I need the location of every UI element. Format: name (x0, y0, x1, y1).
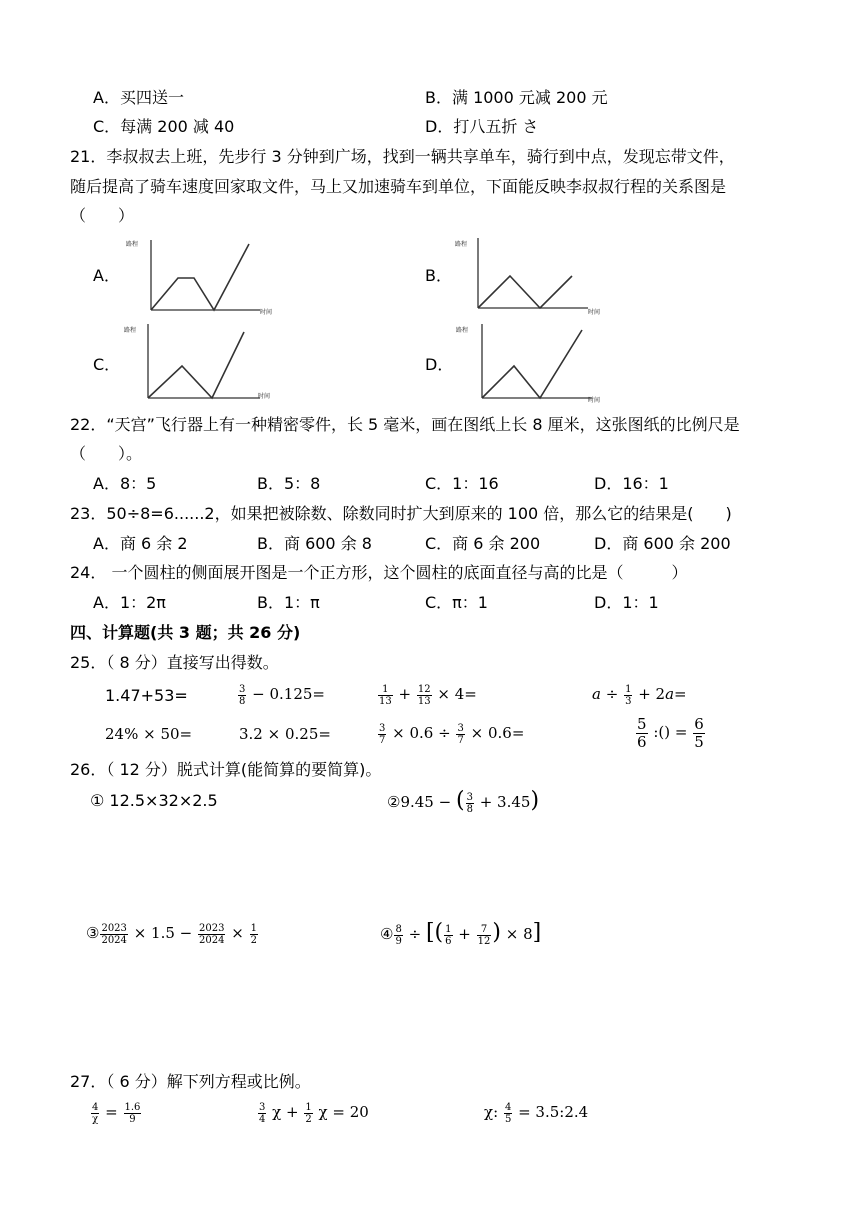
section-title: 四、计算题(共 3 题；共 26 分) (70, 623, 301, 642)
q22-option-b: B．5：8 (257, 474, 321, 493)
q22-option-a: A．8：5 (93, 474, 157, 493)
graph-d-x-label: 时间 (588, 397, 601, 404)
q21-graph-a (118, 234, 278, 320)
q21-option-d-label: D． (425, 355, 454, 374)
q21-stem-line3: （ ） (70, 206, 135, 225)
q25-expr-2: $\frac{3}{8}$ − 0.125= (239, 683, 326, 707)
q21-graph-b (452, 232, 608, 318)
q20-option-c: C．每满 200 减 40 (93, 117, 235, 136)
q21-option-a-label: A． (93, 266, 120, 285)
graph-c-y-label: 路程 (124, 327, 137, 334)
q23-option-d: D．商 600 余 200 (594, 534, 731, 553)
q22-stem-line2: （ ）。 (70, 444, 143, 463)
q25-expr-7: $\frac{3}{7}$ × 0.6 ÷ $\frac{3}{7}$ × 0.6= (379, 722, 525, 746)
q23-option-c: C．商 6 余 200 (425, 534, 541, 553)
q25-expr-6: 3.2 × 0.25= (239, 725, 331, 743)
q22-option-d: D．16：1 (594, 474, 669, 493)
q23-option-a: A．商 6 余 2 (93, 534, 188, 553)
q27-stem: 27．（ 6 分）解下列方程或比例。 (70, 1072, 311, 1091)
q21-graph-c (120, 320, 280, 406)
q21-stem-line2: 随后提高了骑车速度回家取文件，马上又加速骑车到单位，下面能反映李叔叔行程的关系图是 (70, 177, 727, 196)
q24-option-c: C．π：1 (425, 593, 488, 612)
q20-option-b: B．满 1000 元减 200 元 (425, 88, 608, 107)
q23-option-b: B．商 600 余 8 (257, 534, 372, 553)
q25-stem: 25．（ 8 分）直接写出得数。 (70, 653, 279, 672)
q21-graph-d (452, 320, 610, 406)
q22-option-c: C．1：16 (425, 474, 499, 493)
q20-option-a: A．买四送一 (93, 88, 184, 107)
q22-stem-line1: 22．“天宫”飞行器上有一种精密零件，长 5 毫米，画在图纸上长 8 厘米，这张图纸的比例尺是 (70, 415, 740, 434)
q21-option-c-label: C． (93, 355, 121, 374)
q25-expr-1: 1.47+53= (105, 686, 188, 705)
q25-expr-4: 𝑎 ÷ $\frac{1}{3}$ + 2𝑎= (592, 683, 687, 707)
q25-expr-8: $\frac{5}{6}$ :() = $\frac{6}{5}$ (637, 714, 704, 751)
q23-stem: 23．50÷8=6......2，如果把被除数、除数同时扩大到原来的 100 倍，那么它的结果是( ) (70, 504, 732, 523)
q27-equation-1: $\frac{4}{\chi}$ = $\frac{1.6}{9}$ (92, 1101, 141, 1125)
graph-a-x-label: 时间 (260, 309, 273, 316)
q26-problem-1: ① 12.5×32×2.5 (90, 791, 218, 810)
q25-expr-5: 24% × 50= (105, 725, 193, 743)
q26-stem: 26．（ 12 分）脱式计算(能简算的要简算)。 (70, 760, 382, 779)
q27-equation-3: χ: $\frac{4}{5}$ = 3.5:2.4 (484, 1101, 589, 1125)
q24-option-d: D．1：1 (594, 593, 659, 612)
q20-option-d: D．打八五折 さ (425, 117, 539, 136)
graph-b-x-label: 时间 (588, 309, 601, 316)
graph-a-y-label: 路程 (126, 241, 139, 248)
q21-stem-line1: 21．李叔叔去上班，先步行 3 分钟到广场，找到一辆共享单车，骑行到中点，发现忘带文件， (70, 147, 735, 166)
q25-expr-3: $\frac{1}{13}$ + $\frac{12}{13}$ × 4= (379, 683, 477, 707)
q24-option-a: A．1：2π (93, 593, 166, 612)
graph-d-y-label: 路程 (456, 327, 469, 334)
q24-stem: 24． 一个圆柱的侧面展开图是一个正方形，这个圆柱的底面直径与高的比是（ ） (70, 563, 688, 582)
graph-b-y-label: 路程 (455, 241, 468, 248)
q26-problem-3: ③ $\frac{2023}{2024}$ × 1.5 − $\frac{2023}{2024}$ × $\frac{1}{2}$ (86, 922, 257, 946)
q21-option-b-label: B． (425, 266, 452, 285)
q26-problem-4: ④ $\frac{8}{9}$ ÷ [( $\frac{1}{6}$ + $\frac{7}{12}$ ) × 8] (380, 920, 542, 947)
q27-equation-2: $\frac{3}{4}$ χ + $\frac{1}{2}$ χ = 20 (259, 1101, 369, 1125)
q26-problem-2: ②9.45 − ( $\frac{3}{8}$ + 3.45) (387, 788, 540, 815)
q24-option-b: B．1：π (257, 593, 320, 612)
graph-c-x-label: 时间 (258, 393, 271, 400)
